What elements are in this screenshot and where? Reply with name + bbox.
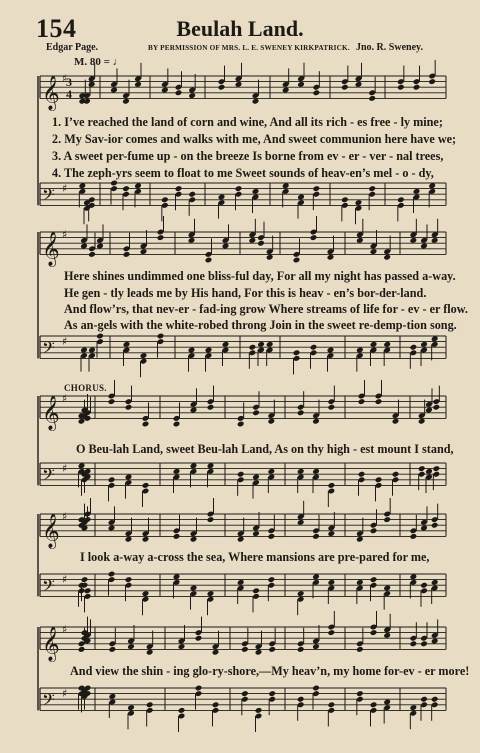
chorus-line-1: O Beu-lah Land, sweet Beu-lah Land, As on thy high - est mount I stand, [76, 442, 454, 456]
permission-note: BY PERMISSION OF MRS. L. E. SWENEY KIRKPATRICK. [148, 44, 350, 52]
verse-3-line-a: 3. A sweet per-fume up - on the breeze Is borne from ev - er - ver - nal trees, [52, 149, 444, 163]
svg-text:𝄞: 𝄞 [42, 513, 60, 549]
svg-text:♯: ♯ [62, 573, 68, 586]
svg-text:♯: ♯ [62, 510, 68, 523]
verse-4-line-a: 4. The zeph-yrs seem to float to me Sweet sounds of heav-en’s mel - o - dy, [52, 166, 434, 180]
svg-text:♯: ♯ [62, 392, 68, 405]
svg-text:4: 4 [66, 87, 72, 101]
svg-text:𝄢: 𝄢 [42, 575, 55, 600]
svg-text:♯: ♯ [62, 623, 68, 636]
svg-text:𝄞: 𝄞 [42, 231, 60, 267]
hymn-title: Beulah Land. [176, 16, 304, 41]
svg-text:𝄢: 𝄢 [42, 464, 55, 489]
verse-4-line-b: As an-gels with the white-robed throng Join in the sweet re-demp-tion song. [64, 318, 457, 332]
chorus-line-3: And view the shin - ing glo-ry-shore,—My heav’n, my home for-ev - er more! [70, 664, 470, 678]
svg-text:♯: ♯ [62, 687, 68, 700]
verse-2-line-a: 2. My Sav-ior comes and walks with me, And sweet communion here have we; [52, 132, 457, 146]
svg-text:𝄞: 𝄞 [42, 395, 60, 431]
svg-text:♯: ♯ [62, 72, 68, 85]
svg-text:𝄞: 𝄞 [42, 75, 60, 111]
words-by: Edgar Page. [46, 42, 99, 53]
music-by: Jno. R. Sweney. [356, 42, 423, 53]
chorus-label: CHORUS. [64, 383, 107, 393]
verse-1-line-b: Here shines undimmed one bliss-ful day, For all my night has passed a-way. [64, 269, 456, 283]
svg-text:♯: ♯ [62, 228, 68, 241]
svg-text:𝄢: 𝄢 [42, 184, 55, 209]
svg-text:𝄢: 𝄢 [42, 337, 55, 362]
hymn-number: 154 [36, 14, 77, 43]
verse-1-line-a: 1. I’ve reached the land of corn and wine, And all its rich - es free - ly mine; [52, 115, 443, 129]
svg-text:𝄞: 𝄞 [42, 626, 60, 662]
tempo-marking: M. 80 = ♩ [74, 56, 124, 68]
svg-text:♯: ♯ [62, 182, 68, 195]
verse-3-line-b: And flow’rs, that nev-er - fad-ing grow Where streams of life for - ev - er flow. [64, 302, 468, 316]
svg-text:𝄢: 𝄢 [42, 689, 55, 714]
svg-text:♯: ♯ [62, 462, 68, 475]
verse-2-line-b: He gen - tly leads me by His hand, For this is heav - en’s bor-der-land. [64, 286, 427, 300]
svg-text:3: 3 [66, 75, 72, 89]
svg-text:♯: ♯ [62, 335, 68, 348]
chorus-line-2: I look a-way a-cross the sea, Where mansions are pre-pared for me, [80, 550, 430, 564]
